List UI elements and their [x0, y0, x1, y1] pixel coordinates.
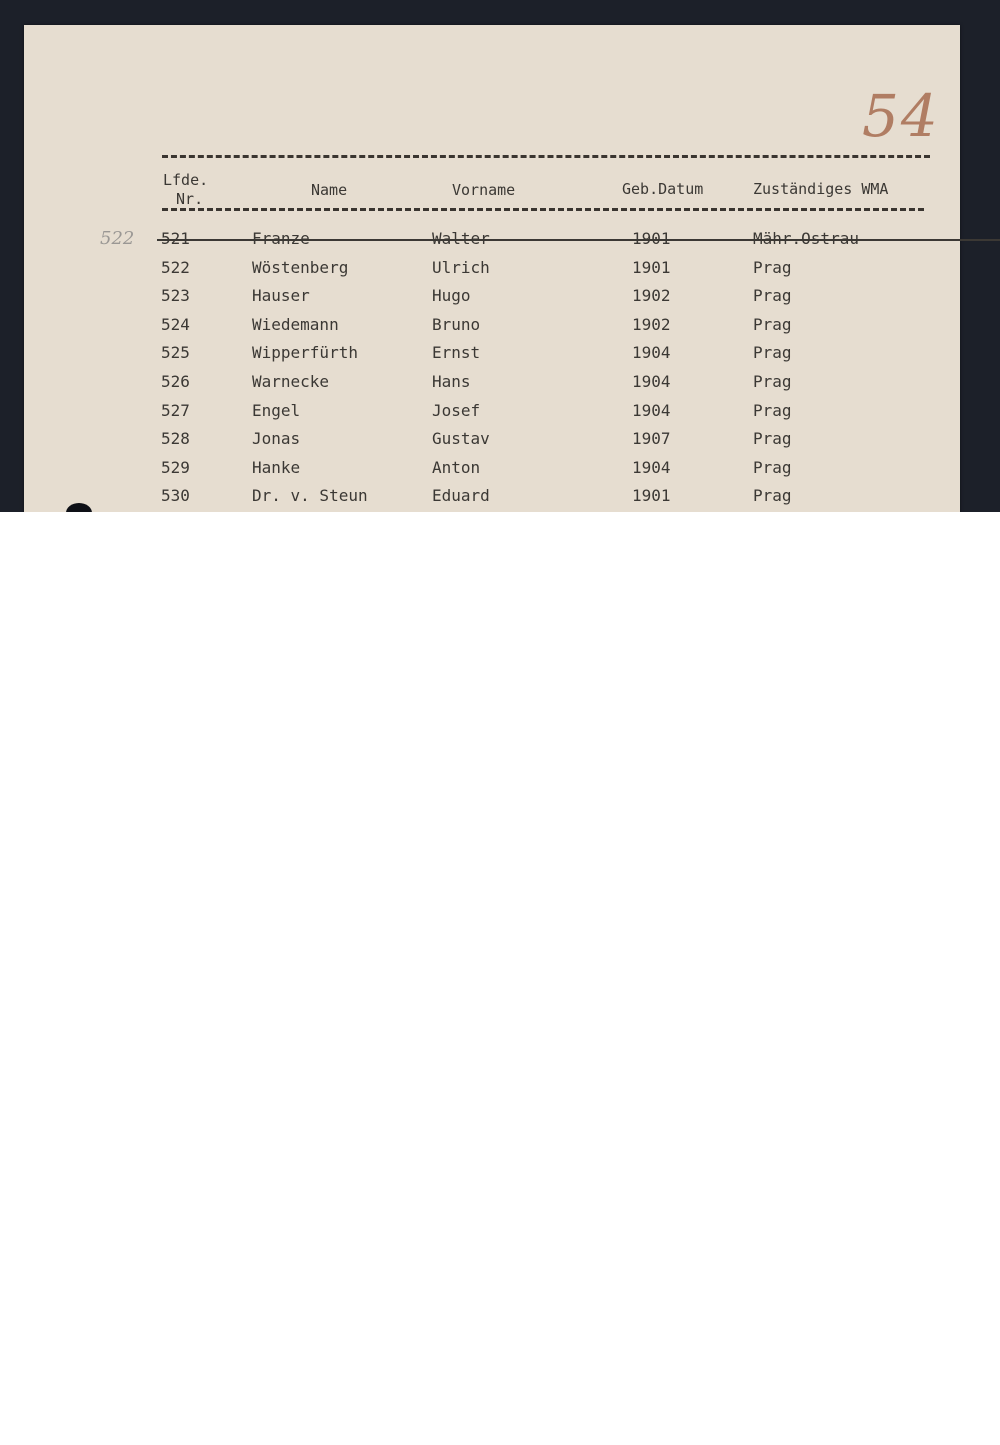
row-name: Wipperfürth [252, 343, 358, 362]
handwritten-page-number: 54 [862, 82, 940, 150]
row-zustaendiges-wma: Prag [753, 258, 792, 277]
row-zustaendiges-wma: Prag [753, 372, 792, 391]
row-geb-datum: 1901 [632, 229, 671, 248]
header-bottom-rule [162, 208, 924, 211]
row-lfde-nr-struck: 521 [161, 229, 1000, 248]
row-lfde-nr: 524 [161, 315, 190, 334]
row-lfde-nr: 529 [161, 458, 190, 477]
row-name: Warnecke [252, 372, 330, 391]
row-lfde-nr: 530 [161, 486, 190, 505]
row-zustaendiges-wma: Prag [753, 458, 792, 477]
row-vorname: Ernst [432, 343, 481, 362]
row-name: Engel [252, 401, 301, 420]
row-vorname: Hans [432, 372, 471, 391]
row-geb-datum: 1907 [632, 429, 671, 448]
header-lfde-line2: Nr. [176, 190, 204, 208]
row-zustaendiges-wma: Prag [753, 401, 792, 420]
row-name: Hanke [252, 458, 301, 477]
row-geb-datum: 1904 [632, 372, 671, 391]
row-name: Wöstenberg [252, 258, 349, 277]
row-vorname: Josef [432, 401, 481, 420]
row-vorname: Hugo [432, 286, 471, 305]
header-name: Name [311, 181, 348, 199]
header-vorname: Vorname [452, 181, 516, 199]
row-name: Jonas [252, 429, 301, 448]
row-geb-datum: 1904 [632, 343, 671, 362]
row-lfde-nr: 526 [161, 372, 190, 391]
row-zustaendiges-wma: Prag [753, 429, 792, 448]
row-vorname: Anton [432, 458, 481, 477]
handwritten-margin-note: 522 [100, 228, 135, 249]
row-vorname: Gustav [432, 429, 490, 448]
row-lfde-nr: 525 [161, 343, 190, 362]
header-lfde-line1: Lfde. [163, 171, 209, 189]
row-geb-datum: 1901 [632, 258, 671, 277]
row-geb-datum: 1904 [632, 401, 671, 420]
row-zustaendiges-wma: Prag [753, 315, 792, 334]
row-zustaendiges-wma: Mähr.Ostrau [753, 229, 859, 248]
header-zustaendiges-wma: Zuständiges WMA [753, 180, 889, 198]
header-lfde-nr [163, 171, 208, 209]
row-vorname: Eduard [432, 486, 490, 505]
row-name: Wiedemann [252, 315, 339, 334]
row-name: Franze [252, 229, 310, 248]
header-top-rule [162, 155, 930, 158]
row-zustaendiges-wma: Prag [753, 486, 792, 505]
row-vorname: Ulrich [432, 258, 490, 277]
row-name: Dr. v. Steun [252, 486, 368, 505]
header-geb-datum: Geb.Datum [622, 180, 704, 198]
row-geb-datum: 1902 [632, 315, 671, 334]
row-geb-datum: 1902 [632, 286, 671, 305]
scanned-document [0, 0, 1000, 512]
row-vorname: Bruno [432, 315, 481, 334]
row-lfde-nr: 522 [161, 258, 190, 277]
row-name: Hauser [252, 286, 310, 305]
row-zustaendiges-wma: Prag [753, 343, 792, 362]
row-lfde-nr: 528 [161, 429, 190, 448]
row-vorname: Walter [432, 229, 490, 248]
row-lfde-nr: 527 [161, 401, 190, 420]
row-lfde-nr: 523 [161, 286, 190, 305]
row-geb-datum: 1904 [632, 458, 671, 477]
row-zustaendiges-wma: Prag [753, 286, 792, 305]
row-geb-datum: 1901 [632, 486, 671, 505]
